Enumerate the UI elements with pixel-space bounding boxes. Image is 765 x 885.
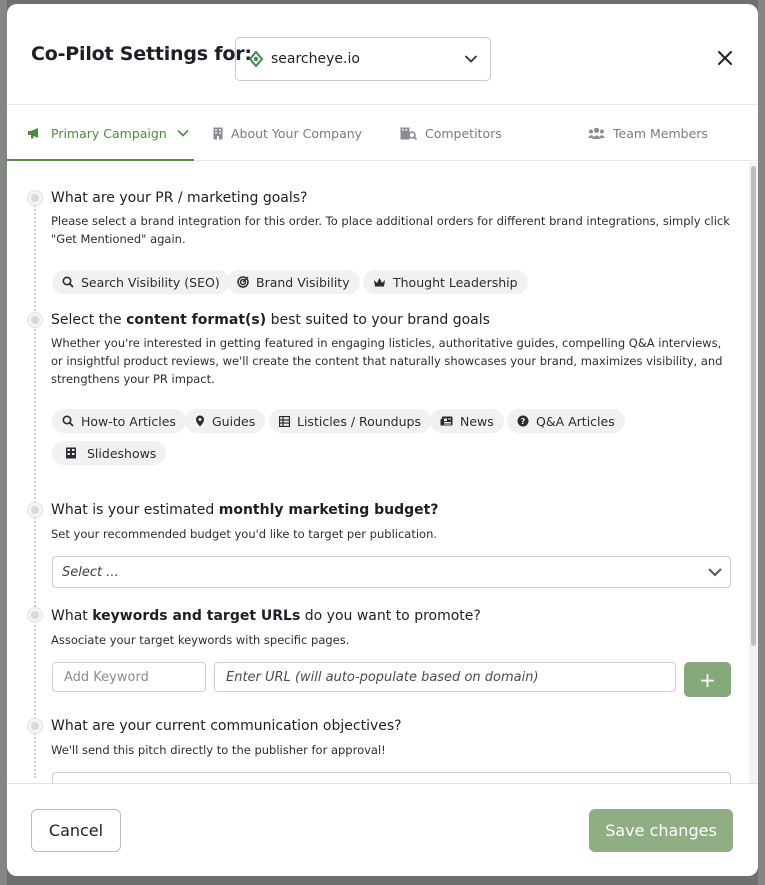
- chip-label: How-to Articles: [81, 413, 176, 429]
- step-dot: [28, 313, 42, 327]
- scrollbar-thumb[interactable]: [751, 166, 756, 646]
- keywords-question: What keywords and target URLs do you want to promote?: [51, 608, 481, 624]
- modal-title: Co-Pilot Settings for:: [31, 43, 252, 65]
- timeline-line: [34, 198, 36, 778]
- settings-form[interactable]: [7, 162, 758, 783]
- budget-question: What is your estimated monthly marketing budget?: [51, 502, 439, 518]
- chip-label: Search Visibility (SEO): [81, 274, 220, 290]
- newspaper-icon: [440, 416, 453, 426]
- format-chip-slideshows[interactable]: [52, 441, 166, 465]
- chip-label: Listicles / Roundups: [297, 413, 421, 429]
- chip-label: Guides: [212, 413, 256, 429]
- objectives-description: We'll send this pitch directly to the publisher for approval!: [51, 743, 386, 757]
- add-keyword-button[interactable]: +: [684, 662, 731, 697]
- goal-chip-thought-leadership[interactable]: [363, 270, 528, 294]
- format-chip-listicles[interactable]: [269, 409, 431, 433]
- goals-question: What are your PR / marketing goals?: [51, 190, 308, 206]
- url-input[interactable]: Enter URL (will auto-populate based on domain): [214, 662, 676, 692]
- tab-label: About Your Company: [231, 125, 363, 141]
- tab-competitors[interactable]: [400, 105, 502, 161]
- chevron-down-icon: [464, 54, 478, 64]
- step-dot: [28, 191, 42, 205]
- active-tab-indicator: [7, 159, 194, 161]
- goal-chip-seo[interactable]: [52, 270, 230, 294]
- chip-label: Thought Leadership: [393, 274, 518, 290]
- format-chip-qa[interactable]: [507, 409, 625, 433]
- chevron-down-icon: [707, 566, 723, 578]
- budget-select-placeholder: Select ...: [62, 564, 119, 580]
- scrollbar-track[interactable]: [749, 162, 758, 783]
- objectives-textarea[interactable]: [52, 772, 731, 783]
- competitors-icon: [400, 127, 417, 140]
- budget-description: Set your recommended budget you'd like to target per publication.: [51, 527, 438, 541]
- chip-label: Brand Visibility: [256, 274, 350, 290]
- background-page-right: [758, 0, 765, 885]
- megaphone-icon: [27, 127, 43, 139]
- budget-select[interactable]: [52, 556, 731, 588]
- format-chip-how-to[interactable]: [52, 409, 186, 433]
- objectives-question: What are your current communication objectives?: [51, 718, 402, 734]
- search-icon: [62, 415, 74, 427]
- searcheye-logo-icon: [248, 51, 264, 67]
- format-chip-guides[interactable]: [185, 409, 265, 433]
- background-page-left: [0, 0, 7, 885]
- tab-primary-campaign[interactable]: [27, 105, 189, 161]
- question-circle-icon: [517, 415, 529, 427]
- slideshow-icon: [62, 447, 80, 459]
- step-dot: [28, 719, 42, 733]
- chip-label: Slideshows: [87, 445, 157, 461]
- keyword-input[interactable]: Add Keyword: [52, 662, 206, 692]
- map-pin-icon: [195, 415, 205, 427]
- formats-description: Whether you're interested in getting featured in engaging listicles, authoritative guides, compelling Q&A interviews, or insightful product reviews, we'll create the content that naturally showcases your brand, maximizes visibility, and strengthens your PR impact.: [51, 336, 723, 386]
- format-chip-news[interactable]: [430, 409, 504, 433]
- tab-label: Primary Campaign: [51, 125, 167, 141]
- close-icon[interactable]: [716, 49, 734, 67]
- goal-chip-brand-visibility[interactable]: [227, 270, 360, 294]
- modal-footer: [7, 783, 758, 876]
- team-icon: [588, 127, 605, 139]
- settings-tabs: [7, 105, 758, 161]
- domain-select-value: searcheye.io: [271, 51, 360, 67]
- modal-header: [7, 4, 758, 105]
- search-icon: [62, 276, 74, 288]
- formats-question: Select the content format(s) best suited to your brand goals: [51, 312, 490, 328]
- chip-label: Q&A Articles: [536, 413, 615, 429]
- settings-modal: [7, 4, 758, 876]
- tab-label: Team Members: [613, 125, 708, 141]
- save-changes-button[interactable]: Save changes: [589, 809, 733, 852]
- target-icon: [237, 276, 249, 288]
- building-icon: [213, 127, 223, 140]
- crown-icon: [373, 277, 386, 288]
- list-icon: [279, 416, 290, 427]
- svg-text:?: ?: [520, 417, 526, 426]
- step-dot: [28, 503, 42, 517]
- tab-team-members[interactable]: [588, 105, 708, 161]
- step-dot: [28, 608, 42, 622]
- cancel-button[interactable]: Cancel: [31, 809, 121, 852]
- chevron-down-icon: [177, 129, 189, 137]
- keywords-description: Associate your target keywords with specific pages.: [51, 633, 350, 647]
- chip-label: News: [460, 413, 494, 429]
- goals-description: Please select a brand integration for this order. To place additional orders for different brand integrations, simply click "Get Mentioned" again.: [51, 214, 730, 246]
- tab-label: Competitors: [425, 125, 502, 141]
- domain-select[interactable]: [235, 37, 491, 81]
- tab-about-your-company[interactable]: [213, 105, 362, 161]
